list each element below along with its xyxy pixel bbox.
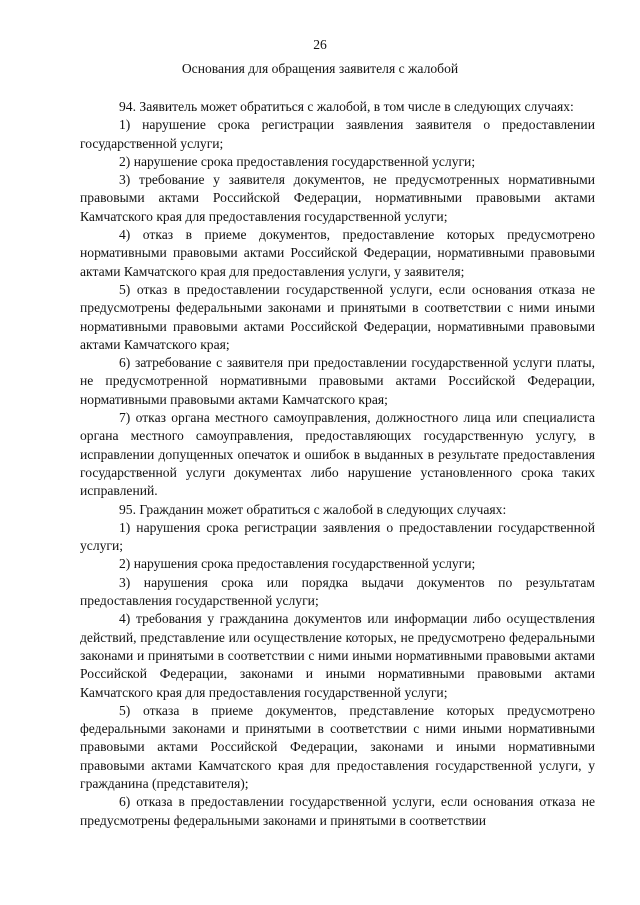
paragraph-95: 95. Гражданин может обратиться с жалобой в следующих случаях: [119, 501, 507, 517]
paragraph-94-item-1: 1) нарушение срока регистрации заявления заявителя о предоставлении государственной услуги; [80, 117, 595, 151]
paragraph-94-item-6: 6) затребование с заявителя при предоставлении государственной услуги платы, не предусмотренной нормативными правовыми актами Российской Федерации, нормативными правовыми актами Камчатского края; [80, 355, 595, 407]
paragraph-95-item-5: 5) отказа в приеме документов, представление которых предусмотрено федеральными законами и принятыми в соответствии с ними иными нормативными правовыми актами Российской Федерации, законами и иными нормативными правовыми актами Камчатского края для предоставления государственной услуги, у гражданина (представителя); [80, 702, 595, 791]
paragraph-95-item-3: 3) нарушения срока или порядка выдачи документов по результатам предоставления государственной услуги; [80, 574, 595, 609]
paragraph-94-item-4: 4) отказ в приеме документов, предоставление которых предусмотрено нормативными правовыми актами Российской Федерации, нормативными правовыми актами Камчатского края для предоставления услуги, у заявителя; [80, 227, 595, 279]
paragraph-94-item-2: 2) нарушение срока предоставления государственной услуги; [119, 153, 476, 169]
page-number: 26 [313, 37, 327, 52]
document-body [80, 98, 595, 830]
paragraph-94-item-5: 5) отказ в предоставлении государственной услуги, если основания отказа не предусмотрены федеральными законами и принятыми в соответствии с ними иными нормативными правовыми актами Российской Федерации, нормативными правовыми актами Камчатского края; [80, 281, 595, 352]
paragraph-94-item-3: 3) требование у заявителя документов, не предусмотренных нормативными правовыми актами Российской Федерации, нормативными правовыми актами Камчатского края для предоставления государственной услуги; [80, 172, 595, 224]
paragraph-95-item-6: 6) отказа в предоставлении государственной услуги, если основания отказа не предусмотрены федеральными законами и принятыми в соответствии [80, 794, 595, 828]
paragraph-94-item-7: 7) отказ органа местного самоуправления, должностного лица или специалиста органа местного самоуправления, предоставляющих государственную услугу, в исправлении допущенных опечаток и ошибок в выданных в результате предоставления государственной услуги документах либо нарушение установленного срока таких исправлений. [80, 410, 595, 499]
paragraph-95-item-2: 2) нарушения срока предоставления государственной услуги; [119, 556, 476, 572]
paragraph-94: 94. Заявитель может обратиться с жалобой, в том числе в следующих случаях: [119, 99, 574, 114]
section-heading: Основания для обращения заявителя с жалобой [181, 61, 459, 76]
paragraph-95-item-4: 4) требования у гражданина документов или информации либо осуществления действий, представление или осуществление которых, не предусмотрено федеральными законами и принятыми в соответствии с ними иными нормативными правовыми актами Российской Федерации, законами и иными нормативными правовыми актами Камчатского края для предоставления государственной услуги; [80, 611, 595, 700]
paragraph-95-item-1: 1) нарушения срока регистрации заявления о предоставлении государственной услуги; [80, 519, 595, 554]
